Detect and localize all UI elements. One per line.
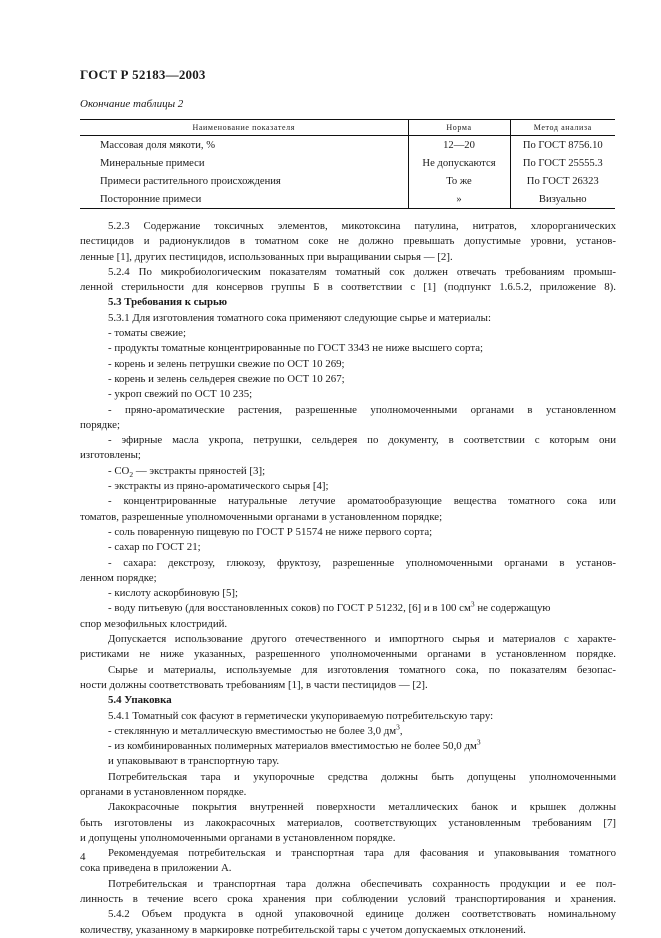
indicator-name-cell: Примеси растительного происхождения (100, 175, 281, 187)
text-line: томатов, разрешенные уполномоченными органами в установленном порядке; (80, 510, 443, 523)
column-header-norm: Норма (408, 120, 510, 136)
water-tail: не содержащую (474, 602, 551, 615)
text-line: и упаковывают в транспортную тару. (108, 755, 280, 768)
list-item-water (80, 601, 616, 616)
section-heading: 5.4 Упаковка (108, 694, 172, 707)
text-line: 5.4.2 Объем продукта в одной упаковочной единице должен соответствовать номинальному (108, 908, 616, 921)
standard-number-header: ГОСТ Р 52183—2003 (80, 67, 206, 82)
text-line: Потребительская и транспортная тара должна обеспечивать сохранность продукции и ее пол- (108, 877, 616, 890)
indicator-name-cell: Посторонние примеси (80, 190, 408, 209)
table-row (80, 154, 615, 172)
glass-text: - стеклянную и металлическую вместимостью не более 3,0 дм (108, 724, 397, 737)
list-item-co2 (80, 464, 616, 479)
text-line: линность в течение всего срока хранения при соблюдении условий транспортирования и хранения. (80, 893, 616, 906)
polymer-text: - из комбинированных полимерных материалов вместимостью не более 50,0 дм (108, 740, 477, 753)
page-number: 4 (80, 851, 86, 863)
text-line: ленном порядке; (80, 571, 157, 584)
list-item: - сахара: декстрозу, глюкозу, фруктозу, разрешенные уполномоченными органами в установ- (108, 556, 616, 569)
list-item: - концентрированные натуральные летучие ароматообразующие вещества томатного сока или (108, 495, 616, 508)
text-line: ристиками не ниже указанных, разрешенного уполномоченными органами в установленном порядке. (80, 648, 616, 661)
method-cell: По ГОСТ 26323 (510, 172, 615, 190)
indicator-name-cell: Минеральные примеси (100, 157, 205, 169)
norm-cell: Не допускаются (408, 154, 510, 172)
method-cell: По ГОСТ 8756.10 (510, 136, 615, 155)
superscript-three: 3 (476, 737, 481, 747)
indicators-table (80, 119, 615, 209)
text-line: порядке; (80, 418, 120, 431)
text-line: Потребительская тара и укупорочные средства должны быть допущены уполномоченными (108, 770, 616, 783)
indicator-name-cell: Массовая доля мякоти, % (100, 139, 216, 151)
list-item: - продукты томатные концентрированные по ГОСТ 3343 не ниже высшего сорта; (108, 342, 484, 355)
text-line: Лакокрасочные покрытия внутренней поверхности металлических банок и крышек должны (108, 801, 616, 814)
norm-cell: » (408, 190, 510, 209)
text-line: органами в установленном порядке. (80, 785, 247, 798)
list-item: - корень и зелень петрушки свежие по ОСТ 10 269; (108, 357, 345, 370)
column-header-name: Наименование показателя (80, 120, 408, 136)
text-line: и допущены уполномоченными органами в установленном порядке. (80, 831, 396, 844)
list-item: - корень и зелень сельдерея свежие по ОСТ 10 267; (108, 372, 345, 385)
list-item-glass (80, 724, 616, 739)
table-row (80, 172, 615, 190)
text-line: количеству, указанному в маркировке потребительской тары с учетом допускаемых отклонений. (80, 923, 526, 936)
table-caption: Окончание таблицы 2 (80, 98, 184, 110)
superscript-three: 3 (470, 599, 475, 609)
text-line: 5.3.1 Для изготовления томатного сока применяют следующие сырье и материалы: (108, 311, 491, 324)
co2-subscript: 2 (129, 469, 134, 479)
section-heading: 5.3 Требования к сырью (108, 296, 228, 309)
superscript-three: 3 (396, 722, 400, 732)
table-row (80, 136, 615, 155)
water-text: - воду питьевую (для восстановленных соков) по ГОСТ Р 51232, [6] и в 100 см (108, 602, 471, 615)
text-line: Рекомендуемая потребительская и транспортная тара для фасования и упаковывания томатного (108, 847, 616, 860)
co2-prefix: - CO (108, 464, 130, 477)
list-item: - пряно-ароматические растения, разрешенные уполномоченными органами в установленном (108, 403, 616, 416)
text-line: пестицидов и радионуклидов в томатном соке не должно превышать допустимые уровни, установ- (80, 235, 616, 248)
norm-cell: 12—20 (408, 136, 510, 155)
column-header-method: Метод анализа (510, 120, 615, 136)
list-item: - соль поваренную пищевую по ГОСТ Р 51574 не ниже первого сорта; (108, 525, 433, 538)
table-row (80, 190, 615, 209)
text-line: ности должны соответствовать требованиям [1], в части пестицидов — [2]. (80, 678, 428, 691)
text-line: спор мезофильных клостридий. (80, 617, 228, 630)
text-line: сока приведена в приложении А. (80, 862, 232, 875)
method-cell: По ГОСТ 25555.3 (510, 154, 615, 172)
text-line: 5.2.3 Содержание токсичных элементов, микотоксина патулина, нитратов, хлорорганических (108, 220, 616, 232)
text-line: 5.2.4 По микробиологическим показателям томатный сок должен отвечать требованиям промыш- (108, 265, 616, 278)
list-item-polymer (80, 739, 616, 754)
list-item: - экстракты из пряно-ароматического сырья [4]; (108, 480, 329, 493)
list-item: - кислоту аскорбиновую [5]; (108, 587, 238, 600)
text-line: быть изготовлены из лакокрасочных материалов, соответствующих установленным требованиям [7] (80, 816, 616, 829)
body-text (80, 219, 616, 938)
norm-cell: То же (408, 172, 510, 190)
co2-suffix: — экстракты пряностей [3]; (133, 464, 266, 477)
text-line: ленные [1], других пестицидов, использованных при выращивании сырья — [2]. (80, 250, 453, 263)
list-item: - томаты свежие; (108, 327, 186, 340)
text-line: Допускается использование другого отечественного и импортного сырья и материалов с характе- (108, 633, 616, 646)
list-item: - эфирные масла укропа, петрушки, сельдерея по документу, в соответствии с которым они (108, 434, 616, 447)
text-line: 5.4.1 Томатный сок фасуют в герметически укупориваемую потребительскую тару: (108, 709, 494, 722)
text-line: изготовлены; (80, 449, 141, 462)
text-line: ленной стерильности для консервов группы Б в соответствии с [1] (подпункт 1.6.5.2, приложение 8). (80, 281, 616, 294)
method-cell: Визуально (510, 190, 615, 209)
text-line: Сырье и материалы, используемые для изготовления томатного сока, по показателям безопас- (108, 663, 616, 676)
table-header-row (80, 120, 615, 136)
list-item: - укроп свежий по ОСТ 10 235; (108, 388, 253, 401)
list-item: - сахар по ГОСТ 21; (108, 541, 201, 554)
glass-tail: , (399, 724, 403, 737)
